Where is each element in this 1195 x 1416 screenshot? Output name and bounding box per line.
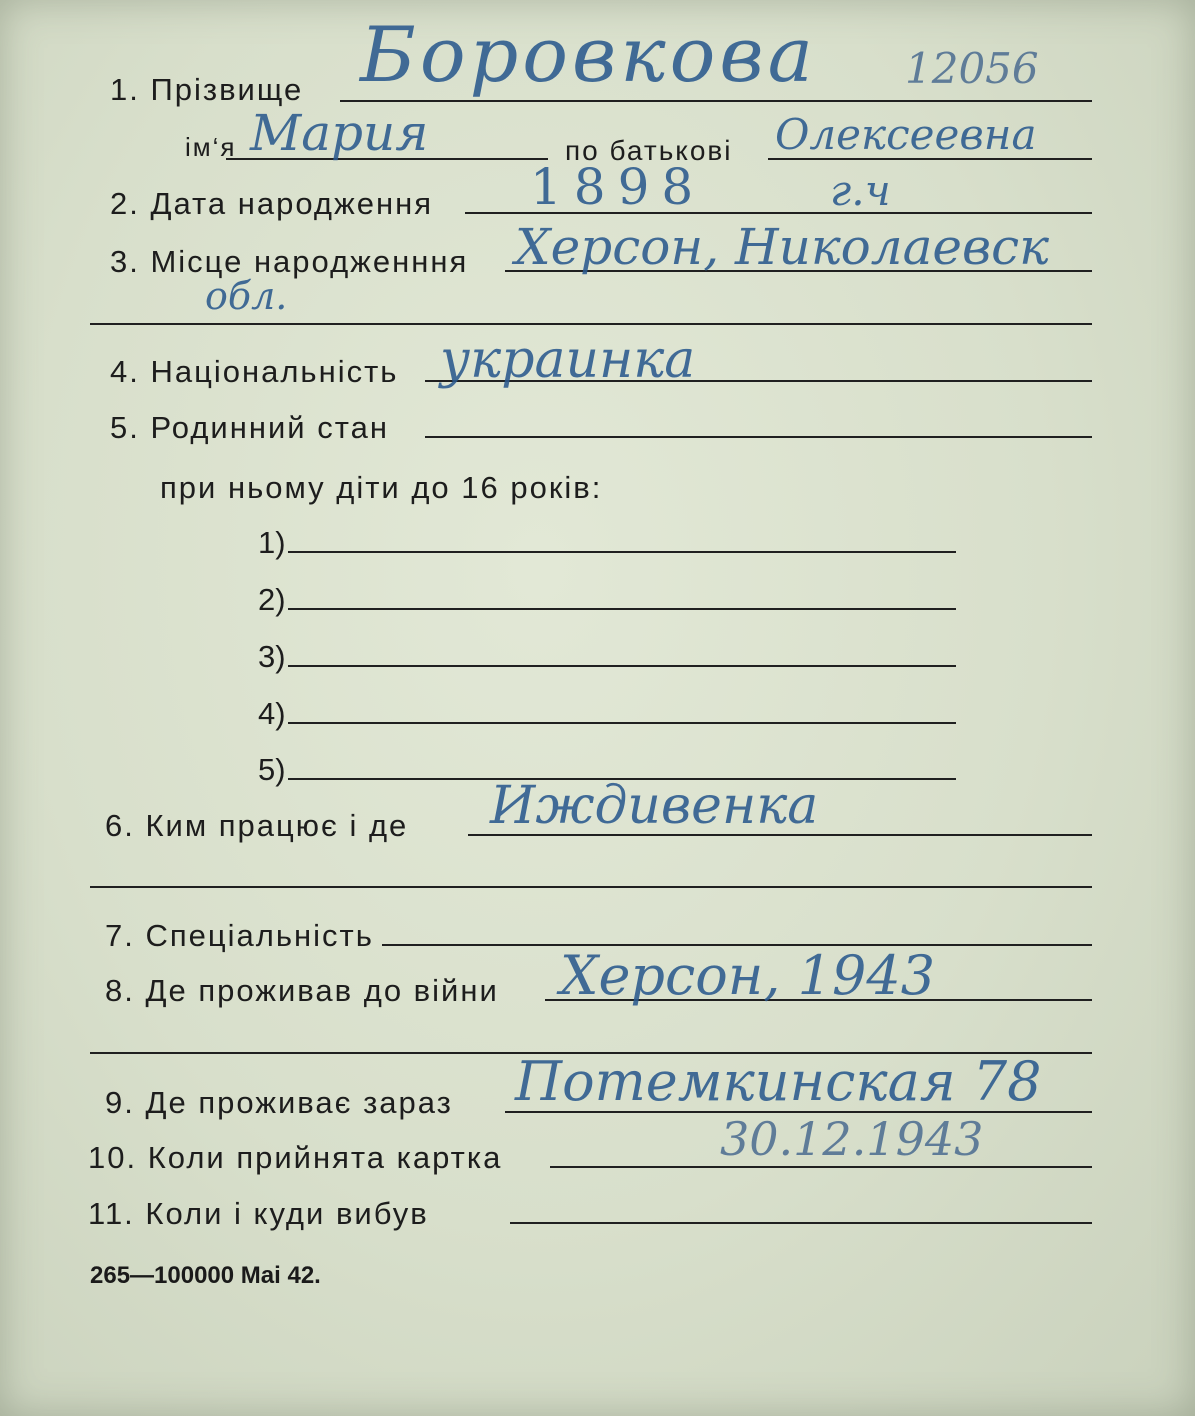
departure-line	[510, 1222, 1092, 1224]
patronymic-handwritten: Олексеевна	[775, 110, 1037, 159]
child-1-line	[288, 551, 956, 553]
birth-year-handwritten: 1898	[530, 158, 706, 216]
work-handwritten: Иждивенка	[490, 776, 819, 836]
surname-handwritten: Боровкова	[360, 10, 817, 99]
child-4-line	[288, 722, 956, 724]
birthplace-line-2	[90, 323, 1092, 325]
prewar-handwritten: Херсон, 1943	[560, 944, 936, 1007]
card-date-handwritten: 30.12.1943	[720, 1112, 984, 1166]
nationality-label: 4. Національність	[110, 354, 399, 389]
surname-label: 1. Прізвище	[110, 72, 304, 107]
patronymic-label: по батькові	[565, 135, 733, 166]
current-label: 9. Де проживає зараз	[105, 1085, 453, 1120]
surname-line	[340, 100, 1092, 102]
child-3-label: 3)	[258, 639, 286, 674]
birthdate-label: 2. Дата народження	[110, 186, 433, 221]
child-2-label: 2)	[258, 582, 286, 617]
child-1-label: 1)	[258, 525, 286, 560]
children-label: при ньому діти до 16 років:	[160, 470, 603, 505]
name-label: ім‘я	[185, 132, 237, 162]
birthplace-handwritten-2: обл.	[205, 274, 288, 318]
child-4-label: 4)	[258, 696, 286, 731]
card-number: 12056	[905, 44, 1039, 93]
name-handwritten: Мария	[250, 104, 429, 162]
card-date-label: 10. Коли прийнята картка	[88, 1140, 503, 1175]
prewar-label: 8. Де проживав до війни	[105, 973, 499, 1008]
work-line-2	[90, 886, 1092, 888]
print-code: 265—100000 Mai 42.	[90, 1262, 321, 1289]
current-handwritten: Потемкинская 78	[515, 1050, 1042, 1113]
departure-label: 11. Коли і куди вибув	[88, 1196, 429, 1231]
nationality-handwritten: украинка	[440, 330, 696, 390]
family-label: 5. Родинний стан	[110, 410, 389, 445]
child-2-line	[288, 608, 956, 610]
birthplace-label: 3. Місце народженння	[110, 244, 469, 279]
child-5-label: 5)	[258, 752, 286, 787]
birthplace-handwritten-1: Херсон, Николаевск	[515, 218, 1049, 276]
child-3-line	[288, 665, 956, 667]
specialty-label: 7. Спеціальність	[105, 918, 374, 953]
card-date-line	[550, 1166, 1092, 1168]
work-label: 6. Ким працює і де	[105, 808, 409, 843]
family-line	[425, 436, 1092, 438]
birth-age-handwritten: г.ч	[830, 166, 891, 215]
